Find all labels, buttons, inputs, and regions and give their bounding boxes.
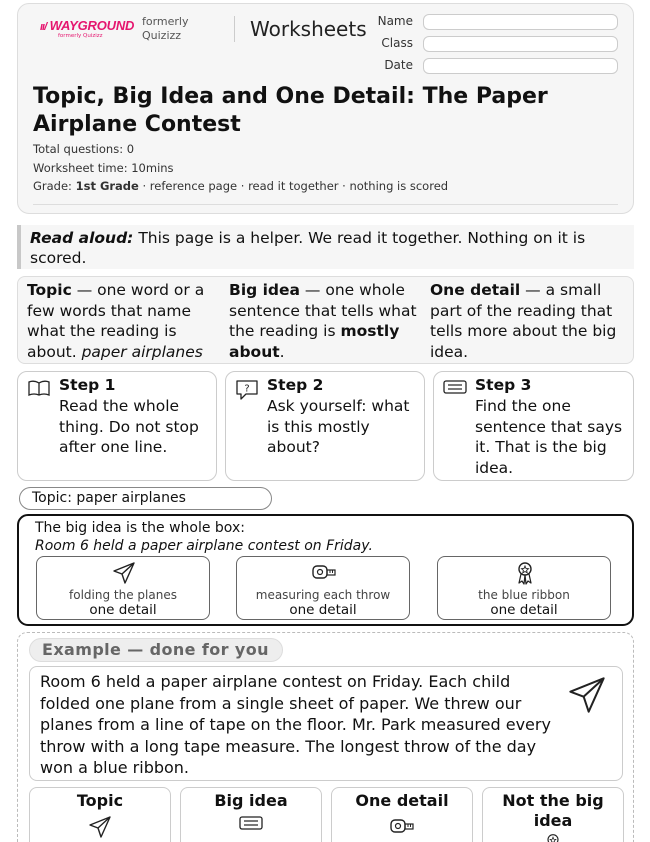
date-label: Date <box>384 58 413 72</box>
detail-2-text: measuring each throw <box>255 588 391 602</box>
ribbon-icon <box>543 833 563 842</box>
tape-measure-icon <box>390 815 414 837</box>
detail-card-3 <box>437 556 611 620</box>
topic-text: — one word or a few words that name what the reading is about. <box>27 281 205 361</box>
topic-example: paper airplanes <box>81 342 203 361</box>
topic-definition <box>27 280 212 362</box>
example-column-topic <box>29 787 171 842</box>
ribbon-icon <box>513 561 537 585</box>
paper-plane-icon <box>565 675 609 715</box>
detail-card-1 <box>36 556 210 620</box>
text-lines-icon <box>239 815 263 831</box>
class-field[interactable] <box>423 36 618 52</box>
formerly-label: formerly Quizizz <box>142 15 189 42</box>
detail-term: One detail <box>430 281 521 299</box>
big-idea-box-label: The big idea is the whole box: <box>35 520 245 536</box>
step-2-text: Ask yourself: what is this mostly about? <box>267 397 410 456</box>
big-idea-box <box>17 514 634 626</box>
logo-subtext: formerly Quizizz <box>58 33 103 39</box>
example-passage <box>29 666 623 781</box>
big-idea-text: — one whole sentence that tells what the reading is <box>229 281 417 340</box>
step-1-title: Step 1 <box>59 376 116 394</box>
worksheet-time: Worksheet time: 10mins <box>33 161 174 175</box>
product-title: Worksheets <box>250 17 367 41</box>
example-section <box>17 632 634 842</box>
name-label: Name <box>377 14 413 28</box>
topic-pill: Topic: paper airplanes <box>19 487 272 510</box>
header-divider <box>234 16 235 42</box>
detail-text: — a small part of the reading that tells more about the big idea. <box>430 281 617 361</box>
example-column-one-detail <box>331 787 473 842</box>
date-field[interactable] <box>423 58 618 74</box>
worksheet-header <box>17 3 634 214</box>
example-passage-text: Room 6 held a paper airplane contest on Friday. Each child folded one plane from a single sheet of paper. We threw our planes from a line of tape on the floor. Mr. Park measured every throw with a long tape measure. The longest throw of the day won a blue ribbon. <box>40 672 551 777</box>
detail-1-tag: one detail <box>89 602 157 618</box>
brand-logo: ıı/ WAYGROUND formerly Quizizz <box>40 18 135 39</box>
big-idea-end: . <box>279 342 285 361</box>
detail-2-tag: one detail <box>289 602 357 618</box>
detail-1-text: folding the planes <box>69 588 177 602</box>
total-questions: Total questions: 0 <box>33 142 135 156</box>
header-rule <box>33 204 618 205</box>
detail-3-tag: one detail <box>490 602 558 618</box>
step-3-title: Step 3 <box>475 376 532 394</box>
class-label: Class <box>381 36 413 50</box>
step-1-card <box>17 371 217 481</box>
big-idea-sentence: Room 6 held a paper airplane contest on Friday. <box>35 538 373 554</box>
topic-term: Topic <box>27 281 72 299</box>
read-aloud-label: Read aloud: <box>30 229 134 247</box>
grade-value: 1st Grade <box>75 179 139 193</box>
example-column-not-big-idea <box>482 787 624 842</box>
step-2-title: Step 2 <box>267 376 324 394</box>
grade-suffix: · reference page · read it together · nothing is scored <box>138 179 449 193</box>
text-lines-icon <box>443 379 467 395</box>
paper-plane-icon <box>88 815 112 839</box>
detail-card-2 <box>236 556 410 620</box>
definitions-panel <box>17 276 634 364</box>
paper-plane-icon <box>112 561 136 585</box>
example-column-big-idea <box>180 787 322 842</box>
step-3-card <box>433 371 634 481</box>
step-2-card <box>225 371 425 481</box>
book-icon <box>27 379 51 397</box>
svg-text:?: ? <box>244 383 250 395</box>
big-idea-emphasis: mostly about <box>229 322 400 361</box>
detail-3-text: the blue ribbon <box>478 588 570 602</box>
column-not-big-idea-title: Not the big idea <box>502 791 604 830</box>
grade-prefix: Grade: <box>33 179 76 193</box>
step-3-text: Find the one sentence that says it. That is the big idea. <box>475 397 623 477</box>
logo-text: WAYGROUND <box>49 18 135 33</box>
name-field[interactable] <box>423 14 618 30</box>
grade-line <box>33 179 448 193</box>
big-idea-definition <box>229 280 424 362</box>
worksheet-title: Topic, Big Idea and One Detail: The Paper Airplane Contest <box>33 84 548 137</box>
example-label: Example — done for you <box>29 638 283 662</box>
read-aloud-text: This page is a helper. We read it together. Nothing on it is scored. <box>30 229 586 267</box>
column-one-detail-title: One detail <box>355 791 449 810</box>
detail-definition <box>430 280 630 362</box>
big-idea-term: Big idea <box>229 281 300 299</box>
read-aloud-note <box>17 225 634 269</box>
question-bubble-icon <box>235 379 259 401</box>
column-big-idea-title: Big idea <box>214 791 288 810</box>
column-topic-title: Topic <box>76 791 124 810</box>
tape-measure-icon <box>312 561 336 583</box>
step-1-text: Read the whole thing. Do not stop after one line. <box>59 397 199 456</box>
